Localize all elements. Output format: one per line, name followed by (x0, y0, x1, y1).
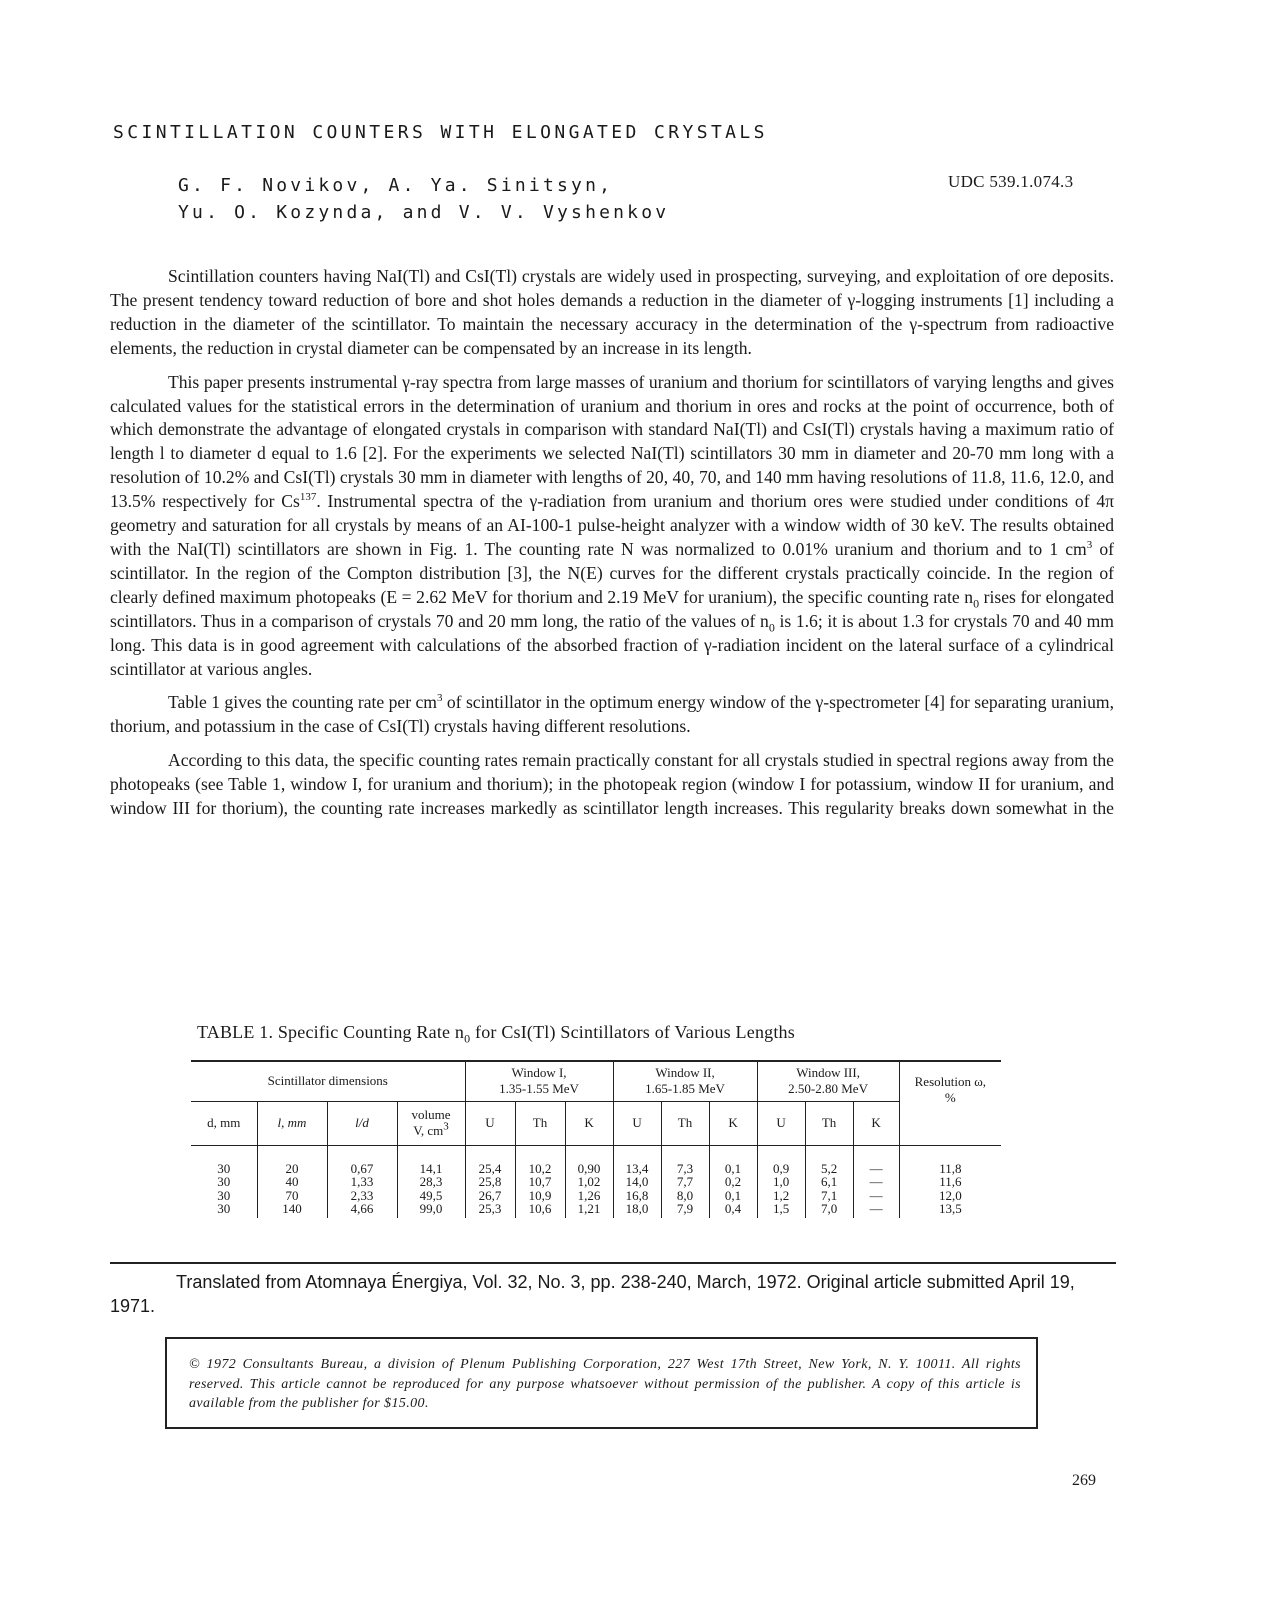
cell-w1-u: 25,4 (478, 1160, 502, 1176)
authors-line-2: Yu. O. Kozynda, and V. V. Vyshenkov (178, 202, 670, 223)
cell-volume: 28,3 (419, 1174, 443, 1189)
column-w1-k (565, 1145, 613, 1218)
cell-resolution: 13,5 (938, 1201, 962, 1216)
header-w1-k: K (565, 1101, 613, 1145)
column-w3-th (805, 1145, 853, 1218)
paragraph-1: Scintillation counters having NaI(Tl) and CsI(Tl) crystals are widely used in prospecting, surveying, and exploitation of ore deposits. The present tendency toward reduction of bore and shot holes demands a reduction in the diameter of γ-logging instruments [1] including a reduction in the diameter of the scintillator. To maintain the necessary accuracy in the determination of the γ-spectrum from radioactive elements, the reduction in crystal diameter can be compensated by an increase in its length. (110, 266, 1114, 358)
cell-w2-th: 7,3 (676, 1160, 694, 1176)
column-l-over-d (327, 1145, 397, 1218)
cell-w2-th: 7,9 (676, 1201, 694, 1216)
cell-l: 70 (285, 1187, 299, 1203)
article-body (110, 265, 1114, 831)
header-d: d, mm (191, 1101, 257, 1145)
caption-text-a: TABLE 1. Specific Counting Rate n (197, 1022, 465, 1042)
p2-superscript-2: 3 (1086, 539, 1093, 552)
window-2-range: 1.65-1.85 MeV (645, 1081, 725, 1097)
column-w2-u (613, 1145, 661, 1218)
caption-text-b: for CsI(Tl) Scintillators of Various Lengths (470, 1022, 795, 1042)
column-w1-u (465, 1145, 515, 1218)
cell-ld: 2,33 (350, 1187, 374, 1203)
window-3-name: Window III, (796, 1065, 860, 1081)
cell-w1-u: 25,3 (478, 1201, 502, 1216)
p3-superscript: 3 (436, 692, 443, 705)
cell-l: 140 (282, 1201, 302, 1216)
copyright-box (165, 1337, 1038, 1429)
paragraph-3 (110, 691, 1114, 739)
cell-w2-u: 18,0 (625, 1201, 649, 1216)
header-window-1 (465, 1061, 613, 1101)
window-1-name: Window I, (511, 1065, 567, 1081)
caption-subscript: 0 (464, 1031, 471, 1046)
cell-volume: 99,0 (419, 1201, 443, 1216)
cell-w2-u: 13,4 (625, 1160, 649, 1176)
p2-subscript-1: 0 (973, 596, 980, 611)
volume-unit-text: V, cm (413, 1123, 444, 1138)
cell-w3-u: 0,9 (772, 1160, 790, 1176)
page-number: 269 (1072, 1472, 1096, 1489)
cell-w2-k: 0,1 (724, 1160, 742, 1176)
p3-text-a: Table 1 gives the counting rate per cm (168, 692, 437, 713)
translation-note: Translated from Atomnaya Énergiya, Vol. 32, No. 3, pp. 238-240, March, 1972. Original article submitted April 19, 1971. (110, 1272, 1075, 1316)
cell-w3-k: — (869, 1160, 883, 1176)
header-w3-u: U (757, 1101, 805, 1145)
cell-w3-k: — (869, 1187, 883, 1203)
header-resolution (899, 1061, 1001, 1145)
header-w3-k: K (853, 1101, 899, 1145)
cell-l: 20 (285, 1160, 299, 1176)
cell-w1-th: 10,6 (528, 1201, 552, 1216)
cell-w2-k: 0,1 (724, 1187, 742, 1203)
column-d (191, 1145, 257, 1218)
resolution-unit: % (944, 1090, 956, 1105)
header-w2-k: K (709, 1101, 757, 1145)
cell-w1-k: 1,21 (577, 1201, 601, 1216)
cell-w1-th: 10,7 (528, 1174, 552, 1189)
column-resolution (899, 1145, 1001, 1218)
header-w3-th: Th (805, 1101, 853, 1145)
cell-ld: 0,67 (350, 1160, 374, 1176)
window-3-range: 2.50-2.80 MeV (788, 1081, 868, 1097)
p2-text-b: . Instrumental spectra of the γ-radiation from uranium and thorium ores were studied under conditions of 4π geometry and saturation for all crystals by means of an AI-100-1 pulse-height analyzer with a window width of 30 keV. The results obtained with the NaI(Tl) scintillators are shown in Fig. 1. The counting rate N was normalized to 0.01% uranium and thorium and to 1 cm (110, 491, 1114, 559)
resolution-label: Resolution ω, (914, 1074, 987, 1089)
header-l-over-d: l/d (327, 1101, 397, 1145)
cell-w3-k: — (869, 1174, 883, 1189)
column-l (257, 1145, 327, 1218)
cell-resolution: 11,6 (939, 1174, 962, 1189)
cell-volume: 14,1 (419, 1160, 443, 1176)
window-1-range: 1.35-1.55 MeV (499, 1081, 579, 1097)
cell-d: 30 (217, 1174, 231, 1189)
paragraph-2 (110, 371, 1114, 682)
cell-volume: 49,5 (419, 1187, 443, 1203)
cell-w3-th: 5,2 (820, 1160, 838, 1176)
column-w2-th (661, 1145, 709, 1218)
cell-w2-u: 14,0 (625, 1174, 649, 1189)
cell-w3-u: 1,2 (772, 1187, 790, 1203)
author-list (178, 172, 669, 226)
data-table (191, 1060, 1001, 1218)
cell-w1-k: 1,26 (577, 1187, 601, 1203)
p2-text-a: This paper presents instrumental γ-ray spectra from large masses of uranium and thorium for scintillators of varying lengths and gives calculated values for the statistical errors in the determination of uranium and thorium in ores and rocks at the point of occurrence, both of which demonstrate the advantage of elongated crystals in comparison with standard NaI(Tl) and CsI(Tl) crystals having a maximum ratio of length l to diameter d equal to 1.6 [2]. For the experiments we selected NaI(Tl) scintillators 30 mm in diameter and 20-70 mm long with a resolution of 10.2% and CsI(Tl) crystals 30 mm in diameter with lengths of 20, 40, 70, and 140 mm having resolutions of 11.8, 11.6, 12.0, and 13.5% respectively for Cs (110, 371, 1114, 512)
header-w2-th: Th (661, 1101, 709, 1145)
header-l: l, mm (257, 1101, 327, 1145)
cell-w2-k: 0,2 (724, 1174, 742, 1189)
volume-label: volume (411, 1107, 451, 1122)
window-2-name: Window II, (655, 1065, 715, 1081)
cell-w3-th: 7,1 (820, 1187, 838, 1203)
column-w2-k (709, 1145, 757, 1218)
cell-w3-th: 6,1 (820, 1174, 838, 1189)
p3-text-b: of scintillator in the optimum energy window of the γ-spectrometer [4] for separating uranium, thorium, and potassium in the case of CsI(Tl) crystals having different resolutions. (110, 692, 1114, 737)
p2-text-e: is 1.6; it is about 1.3 for crystals 70 and 40 mm long. This data is in good agreement with calculations of the absorbed fraction of γ-radiation incident on the lateral surface of a cylindrical scintillator at various angles. (110, 610, 1114, 679)
column-volume (397, 1145, 465, 1218)
header-window-3 (757, 1061, 899, 1101)
cell-w3-k: — (869, 1201, 883, 1216)
column-w3-k (853, 1145, 899, 1218)
cell-w1-k: 1,02 (577, 1174, 601, 1189)
cell-d: 30 (217, 1187, 231, 1203)
column-w3-u (757, 1145, 805, 1218)
cell-w1-k: 0,90 (577, 1160, 601, 1176)
cell-w3-th: 7,0 (820, 1201, 838, 1216)
cell-d: 30 (217, 1201, 231, 1216)
cell-w2-u: 16,8 (625, 1187, 649, 1203)
table-caption (197, 1022, 795, 1046)
cell-d: 30 (217, 1160, 231, 1176)
cell-resolution: 11,8 (939, 1160, 962, 1176)
header-window-2 (613, 1061, 757, 1101)
cell-w2-th: 7,7 (676, 1174, 694, 1189)
table-data-row (191, 1145, 1001, 1218)
p2-text-c: of scintillator. In the region of the Compton distribution [3], the N(E) curves for the different crystals practically coincide. In the region of clearly defined maximum photopeaks (E = 2.62 MeV for thorium and 2.19 MeV for uranium), the specific counting rate n (110, 538, 1114, 607)
header-w1-u: U (465, 1101, 515, 1145)
header-w1-th: Th (515, 1101, 565, 1145)
p2-superscript-1: 137 (299, 491, 317, 504)
header-volume (397, 1101, 465, 1145)
p2-text-d: rises for elongated scintillators. Thus in a comparison of crystals 70 and 20 mm long, the ratio of the values of n (110, 586, 1114, 631)
header-scintillator-dimensions: Scintillator dimensions (191, 1061, 465, 1101)
copyright-notice: © 1972 Consultants Bureau, a division of Plenum Publishing Corporation, 227 West 17th Street, New York, N. Y. 10011. All rights reserved. This article cannot be reproduced for any purpose whatsoever without permission of the publisher. A copy of this article is available from the publisher for $15.00. (189, 1357, 1021, 1411)
p2-subscript-2: 0 (768, 620, 775, 635)
authors-line-1: G. F. Novikov, A. Ya. Sinitsyn, (178, 175, 614, 196)
volume-unit (398, 1120, 465, 1139)
footnote-divider (110, 1262, 1116, 1264)
cell-w2-k: 0,4 (724, 1201, 742, 1216)
cell-w3-u: 1,5 (772, 1201, 790, 1216)
article-title: SCINTILLATION COUNTERS WITH ELONGATED CRYSTALS (113, 122, 768, 143)
cell-w2-th: 8,0 (676, 1187, 694, 1203)
cell-w1-u: 26,7 (478, 1187, 502, 1203)
cell-resolution: 12,0 (938, 1187, 962, 1203)
udc-code: UDC 539.1.074.3 (948, 172, 1074, 191)
paragraph-4: According to this data, the specific counting rates remain practically constant for all crystals studied in spectral regions away from the photopeaks (see Table 1, window I, for uranium and thorium); in the photopeak region (window I for potassium, window II for uranium, and window III for thorium), the counting rate increases markedly as scintillator length increases. This regularity breaks down somewhat in the (110, 750, 1114, 819)
cell-w1-th: 10,9 (528, 1187, 552, 1203)
volume-unit-sup: 3 (443, 1120, 449, 1133)
cell-ld: 1,33 (350, 1174, 374, 1189)
cell-w1-u: 25,8 (478, 1174, 502, 1189)
cell-w1-th: 10,2 (528, 1160, 552, 1176)
header-w2-u: U (613, 1101, 661, 1145)
cell-w3-u: 1,0 (772, 1174, 790, 1189)
cell-ld: 4,66 (350, 1201, 374, 1216)
column-w1-th (515, 1145, 565, 1218)
cell-l: 40 (285, 1174, 299, 1189)
